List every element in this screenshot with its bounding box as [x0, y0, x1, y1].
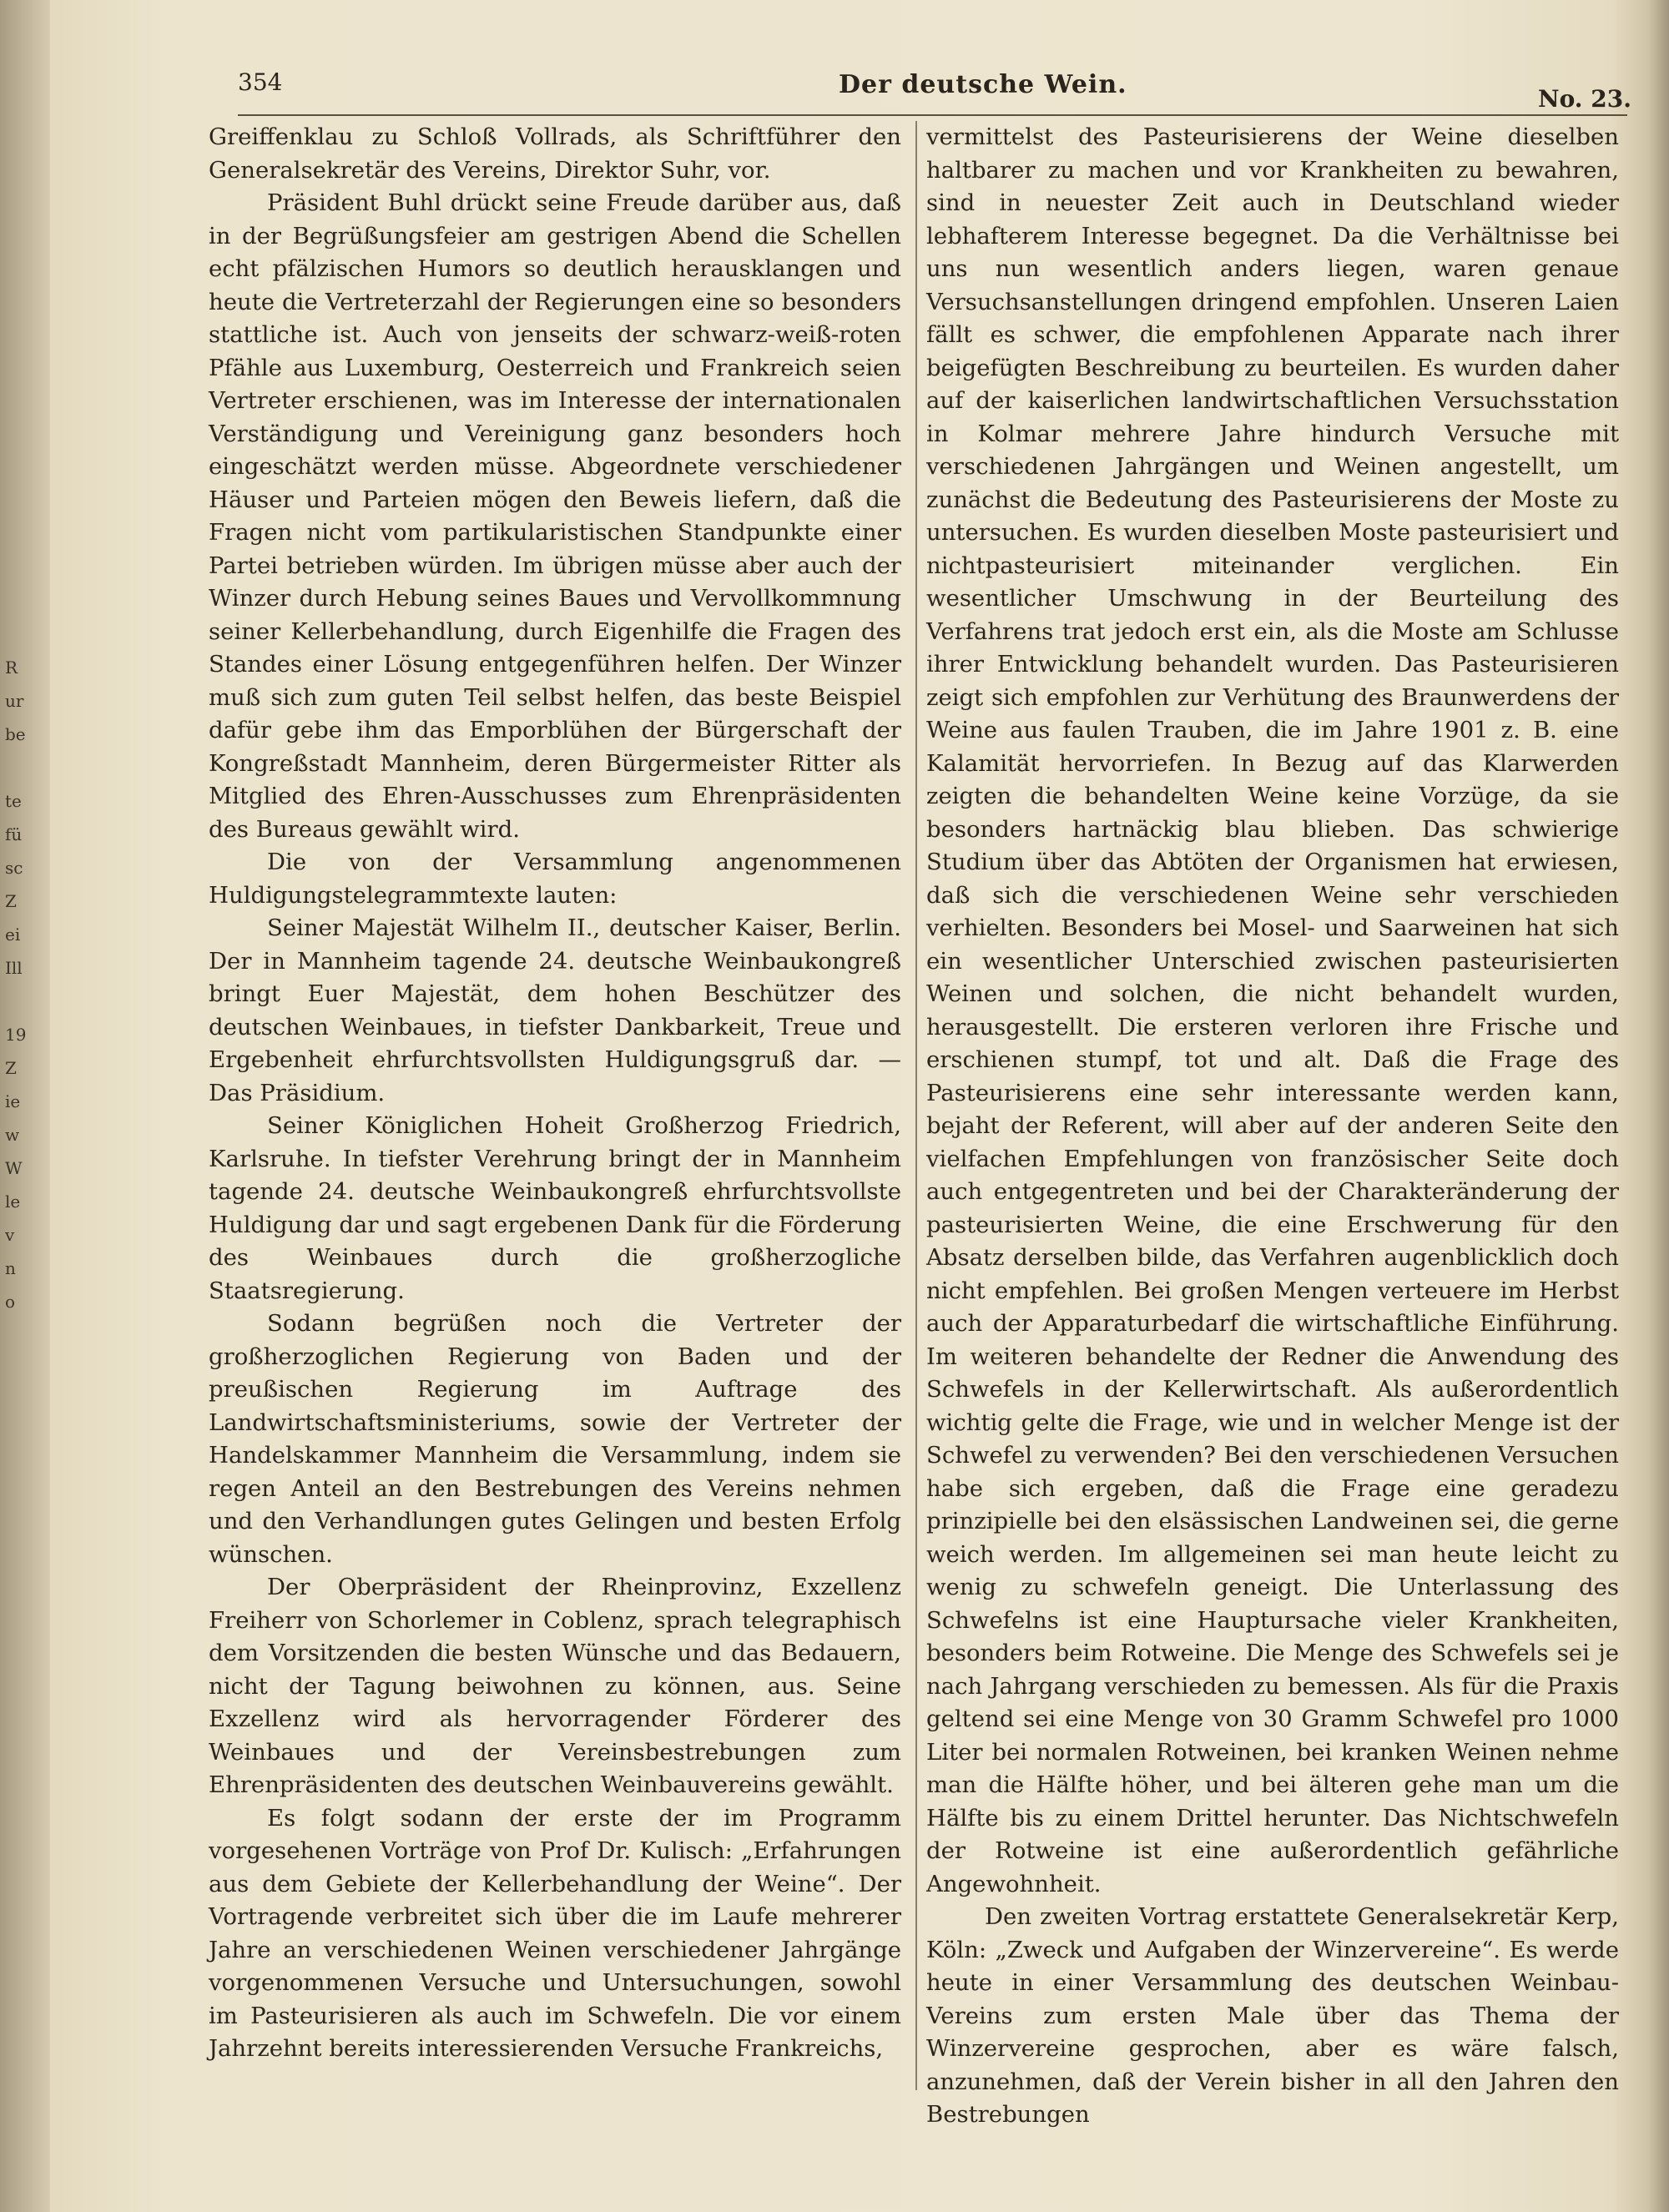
running-title: Der deutsche Wein.	[839, 70, 1127, 99]
gutter-fragment: Z	[5, 891, 17, 911]
paragraph: Die von der Versammlung angenommenen Huldigungstelegrammtexte lauten:	[209, 849, 901, 909]
gutter-fragment: o	[5, 1292, 16, 1312]
gutter-fragment	[5, 985, 30, 1018]
gutter-fragment: R	[5, 658, 18, 678]
adjacent-page-fragments	[5, 651, 30, 1318]
gutter-fragment: te	[5, 791, 22, 811]
gutter-fragment: Z	[5, 1058, 17, 1078]
page-header	[238, 65, 1631, 115]
left-column	[209, 121, 901, 2066]
gutter-fragment: n	[5, 1258, 16, 1278]
gutter-fragment: be	[5, 724, 26, 744]
column-divider	[915, 121, 917, 2090]
gutter-fragment: le	[5, 1192, 21, 1212]
gutter-fragment: ei	[5, 925, 21, 945]
gutter-fragment: ur	[5, 691, 24, 711]
paragraph: Den zweiten Vortrag erstattete Generalsekretär Kerp, Köln: „Zweck und Aufgaben der Winzervereine“. Es werde heute in einer Versammlung des deutschen Weinbau-Vereins zum ersten Male über das Thema der Winzervereine gesprochen, aber es wäre falsch, anzunehmen, daß der Verein bisher in all den Jahren den Bestrebungen	[926, 1903, 1619, 2128]
gutter-fragment: 19	[5, 1025, 27, 1045]
issue-number: No. 23.	[1538, 85, 1631, 113]
gutter-fragment: w	[5, 1125, 20, 1145]
header-rule	[238, 114, 1627, 116]
right-column	[926, 121, 1619, 2132]
paragraph: Der Oberpräsident der Rheinprovinz, Exzellenz Freiherr von Schorlemer in Coblenz, sprach telegraphisch dem Vorsitzenden die besten Wünsche und das Bedauern, nicht der Tagung beiwohnen zu können, aus. Seine Exzellenz wird als hervorragender Förderer des Weinbaues und der Vereinsbestrebungen zum Ehrenpräsidenten des deutschen Weinbauvereins gewählt.	[209, 1574, 901, 1798]
paragraph: vermittelst des Pasteurisierens der Weine dieselben haltbarer zu machen und vor Krankheiten zu bewahren, sind in neuester Zeit auch in Deutschland wieder lebhafterem Interesse begegnet. Da die Verhältnisse bei uns nun wesentlich anders liegen, waren genaue Versuchsanstellungen dringend empfohlen. Unseren Laien fällt es schwer, die empfohlenen Apparate nach ihrer beigefügten Beschreibung zu beurteilen. Es wurden daher auf der kaiserlichen landwirtschaftlichen Versuchsstation in Kolmar mehrere Jahre hindurch Versuche mit verschiedenen Jahrgängen und Weinen angestellt, um zunächst die Bedeutung des Pasteurisierens der Moste zu untersuchen. Es wurden dieselben Moste pasteurisiert und nichtpasteurisiert miteinander verglichen. Ein wesentlicher Umschwung in der Beurteilung des Verfahrens trat jedoch erst ein, als die Moste am Schlusse ihrer Entwicklung behandelt wurden. Das Pasteurisieren zeigt sich empfohlen zur Verhütung des Braunwerdens der Weine aus faulen Trauben, die im Jahre 1901 z. B. eine Kalamität hervorriefen. In Bezug auf das Klarwerden zeigten die behandelten Weine keine Vorzüge, da sie besonders hartnäckig blau blieben. Das schwierige Studium über das Abtöten der Organismen hat erwiesen, daß sich die verschiedenen Weine sehr verschieden verhielten. Besonders bei Mosel- und Saarweinen hat sich ein wesentlicher Unterschied zwischen pasteurisierten Weinen und solchen, die nicht behandelt wurden, herausgestellt. Die ersteren verloren ihre Frische und erschienen stumpf, tot und alt. Daß die Frage des Pasteurisierens eine sehr interessante werden kann, bejaht der Referent, will aber auf der anderen Seite den vielfachen Empfehlungen von französischer Seite doch auch entgegentreten und bei der Charakteränderung der pasteurisierten Weine, die eine Erschwerung für den Absatz derselben bilde, das Verfahren augenblicklich doch nicht empfehlen. Bei großen Mengen verteuere im Herbst auch der Apparaturbedarf die wirtschaftliche Einführung. Im weiteren behandelte der Redner die Anwendung des Schwefels in der Kellerwirtschaft. Als außerordentlich wichtig gelte die Frage, wie und in welcher Menge ist der Schwefel zu verwenden? Bei den verschiedenen Versuchen habe sich ergeben, daß die Frage eine geradezu prinzipielle bei den elsässischen Landweinen sei, die gerne weich werden. Im allgemeinen sei man heute leicht zu wenig zu schwefeln geneigt. Die Unterlassung des Schwefelns ist eine Hauptursache vieler Krankheiten, besonders beim Rotweine. Die Menge des Schwefels sei je nach Jahrgang verschieden zu bemessen. Als für die Praxis geltend sei eine Menge von 30 Gramm Schwefel pro 1000 Liter bei normalen Rotweinen, bei kranken Weinen nehme man die Hälfte höher, und bei älteren gehe man um die Hälfte bis zu einem Drittel herunter. Das Nichtschwefeln der Rotweine ist eine außerordentlich gefährliche Angewohnheit.	[926, 123, 1619, 1897]
paragraph: Sodann begrüßen noch die Vertreter der großherzoglichen Regierung von Baden und der preußischen Regierung im Auftrage des Landwirtschaftsministeriums, sowie der Vertreter der Handelskammer Mannheim die Versammlung, indem sie regen Anteil an den Bestrebungen des Vereins nehmen und den Verhandlungen gutes Gelingen und besten Erfolg wünschen.	[209, 1310, 901, 1568]
paragraph: Greiffenklau zu Schloß Vollrads, als Schriftführer den Generalsekretär des Vereins, Direktor Suhr, vor.	[209, 123, 901, 184]
gutter-fragment: sc	[5, 858, 23, 878]
paragraph: Präsident Buhl drückt seine Freude darüber aus, daß in der Begrüßungsfeier am gestrigen Abend die Schellen echt pfälzischen Humors so deutlich herausklangen und heute die Vertreterzahl der Regierungen eine so besonders stattliche ist. Auch von jenseits der schwarz-weiß-roten Pfähle aus Luxemburg, Oesterreich und Frankreich seien Vertreter erschienen, was im Interesse der internationalen Verständigung und Vereinigung ganz besonders hoch eingeschätzt werden müsse. Abgeordnete verschiedener Häuser und Parteien mögen den Beweis liefern, daß die Fragen nicht vom partikularistischen Standpunkte einer Partei betrieben würden. Im übrigen müsse aber auch der Winzer durch Hebung seines Baues und Vervollkommnung seiner Kellerbehandlung, durch Eigenhilfe die Fragen des Standes einer Lösung entgegenführen helfen. Der Winzer muß sich zum guten Teil selbst helfen, das beste Beispiel dafür gebe ihm das Emporblühen der Bürgerschaft der Kongreßstadt Mannheim, deren Bürgermeister Ritter als Mitglied des Ehren-Ausschusses zum Ehrenpräsidenten des Bureaus gewählt wird.	[209, 189, 901, 843]
gutter-fragment: Ill	[5, 958, 23, 978]
gutter-fragment: ie	[5, 1091, 21, 1111]
book-gutter	[0, 0, 50, 2212]
paragraph: Es folgt sodann der erste der im Programm vorgesehenen Vorträge von Prof Dr. Kulisch: „Erfahrungen aus dem Gebiete der Kellerbehandlung der Weine“. Der Vortragende verbreitet sich über die im Laufe mehrerer Jahre an verschiedenen Weinen verschiedener Jahrgänge vorgenommenen Versuche und Untersuchungen, sowohl im Pasteurisieren als auch im Schwefeln. Die vor einem Jahrzehnt bereits interessierenden Versuche Frankreichs,	[209, 1804, 901, 2062]
gutter-fragment: v	[5, 1225, 15, 1245]
page-number: 354	[238, 68, 283, 96]
paragraph: Seiner Königlichen Hoheit Großherzog Friedrich, Karlsruhe. In tiefster Verehrung bringt der in Mannheim tagende 24. deutsche Weinbaukongreß ehrfurchtsvollste Huldigung dar und sagt ergebenen Dank für die Förderung des Weinbaues durch die großherzogliche Staatsregierung.	[209, 1112, 901, 1304]
paragraph: Seiner Majestät Wilhelm II., deutscher Kaiser, Berlin. Der in Mannheim tagende 24. deutsche Weinbaukongreß bringt Euer Majestät, dem hohen Beschützer des deutschen Weinbaues, in tiefster Dankbarkeit, Treue und Ergebenheit ehrfurchtsvollsten Huldigungsgruß dar. — Das Präsidium.	[209, 915, 901, 1106]
gutter-fragment: fü	[5, 824, 23, 844]
gutter-fragment	[5, 751, 30, 784]
gutter-fragment: W	[5, 1158, 23, 1178]
